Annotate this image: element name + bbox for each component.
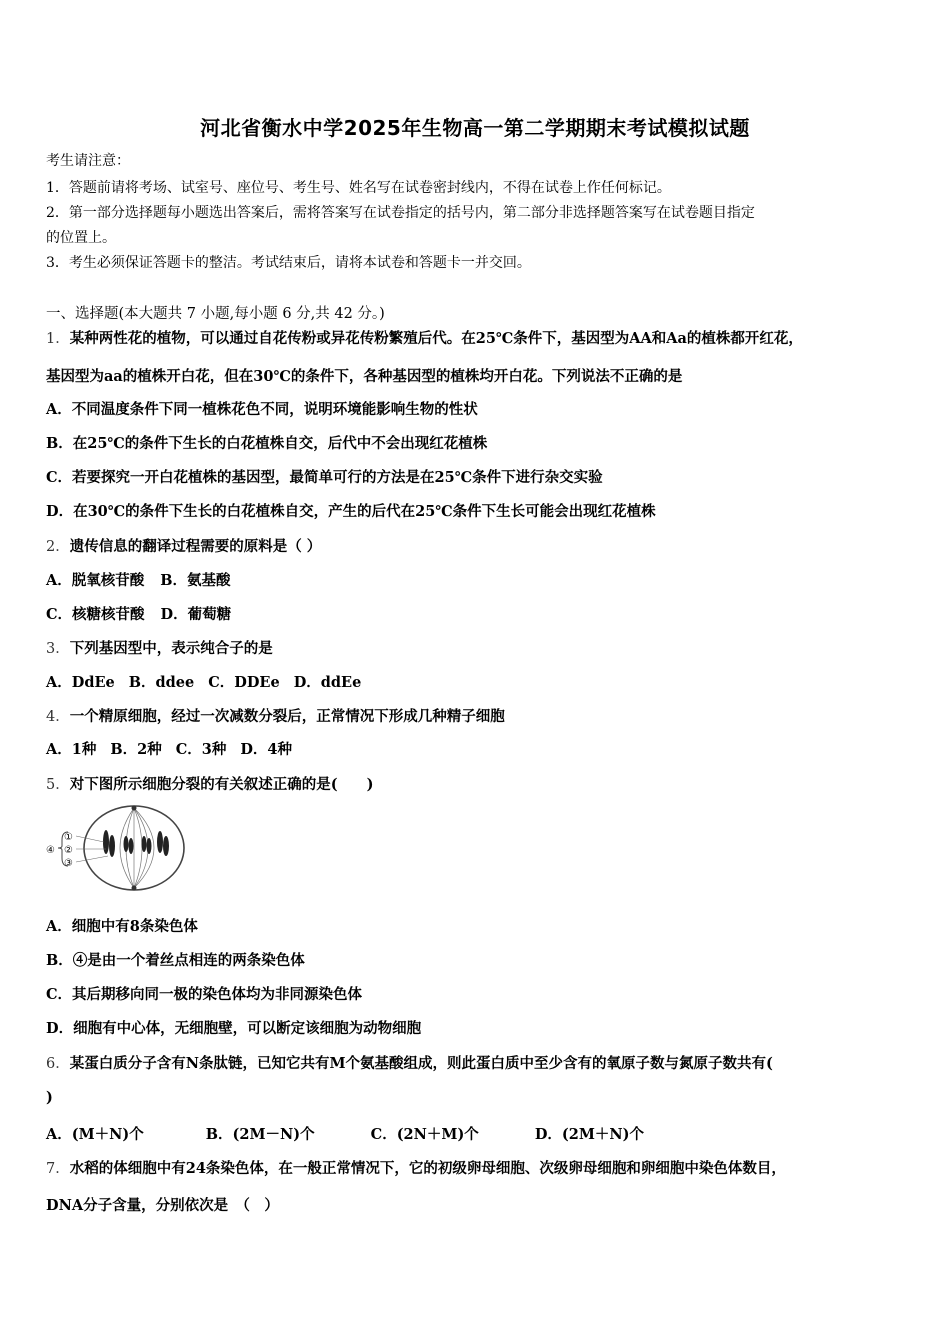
question-stem: 对下图所示细胞分裂的有关叙述正确的是( ) <box>69 776 374 793</box>
question-number: 1． <box>46 331 70 347</box>
q3-options-row <box>46 671 361 692</box>
q2-option-a: A．脱氧核苷酸 <box>46 572 145 589</box>
q5-option-a: A．细胞中有8条染色体 <box>46 918 198 935</box>
notice-item-2-cont: 的位置上。 <box>46 230 116 246</box>
question-4 <box>46 705 505 726</box>
question-number: 2． <box>46 539 70 555</box>
question-3 <box>46 637 273 658</box>
q2-option-b: B．氨基酸 <box>160 572 231 589</box>
q5-option-c: C．其后期移向同一极的染色体均为非同源染色体 <box>46 986 363 1003</box>
question-number: 7． <box>46 1161 70 1177</box>
q1-option-d: D．在30℃的条件下生长的白花植株自交，产生的后代在25℃条件下生长可能会出现红花植株 <box>46 503 656 520</box>
q5-option-d: D．细胞有中心体，无细胞壁，可以断定该细胞为动物细胞 <box>46 1020 422 1037</box>
question-stem: 一个精原细胞，经过一次减数分裂后，正常情况下形成几种精子细胞 <box>69 708 505 725</box>
chromosomes <box>103 830 169 857</box>
question-1-cont: 基因型为aa的植株开白花，但在30℃的条件下，各种基因型的植株均开白花。下列说法不正确的是 <box>46 368 683 385</box>
q1-option-a: A．不同温度条件下同一植株花色不同，说明环境能影响生物的性状 <box>46 401 478 418</box>
notice-item-2: 2．第一部分选择题每小题选出答案后，需将答案写在试卷指定的括号内，第二部分非选择题答案写在试卷题目指定 <box>46 205 755 221</box>
question-7 <box>46 1157 786 1178</box>
label-1: ① <box>64 832 73 843</box>
question-number: 6． <box>46 1056 70 1072</box>
q6-option-d: D．(2M＋N)个 <box>534 1126 645 1143</box>
q1-option-c: C．若要探究一开白花植株的基因型，最简单可行的方法是在25℃条件下进行杂交实验 <box>46 469 603 486</box>
q2-option-d: D．葡萄糖 <box>160 606 232 623</box>
q2-options-row-2 <box>46 603 231 624</box>
section-heading: 一、选择题(本大题共 7 小题,每小题 6 分,共 42 分。) <box>46 306 385 322</box>
q3-option-d: D．ddEe <box>293 674 362 691</box>
q6-option-b: B．(2M－N)个 <box>205 1126 315 1143</box>
q5-option-b: B．④是由一个着丝点相连的两条染色体 <box>46 952 305 969</box>
question-number: 3． <box>46 641 70 657</box>
question-stem: 水稻的体细胞中有24条染色体，在一般正常情况下，它的初级卵母细胞、次级卵母细胞和卵细胞中染色体数目， <box>69 1160 786 1177</box>
q6-options-row <box>46 1123 644 1144</box>
q4-options-row <box>46 738 292 759</box>
q4-option-b: B．2种 <box>110 741 162 758</box>
label-3: ③ <box>64 858 73 869</box>
question-stem: 下列基因型中，表示纯合子的是 <box>69 640 273 657</box>
label-4: ④ <box>46 845 55 856</box>
question-6 <box>46 1052 773 1073</box>
question-6-cont: ) <box>46 1089 53 1106</box>
question-number: 5． <box>46 777 70 793</box>
question-number: 4． <box>46 709 70 725</box>
question-7-cont: DNA分子含量，分别依次是 （ ） <box>46 1197 279 1214</box>
question-stem: 某种两性花的植物，可以通过自花传粉或异花传粉繁殖后代。在25℃条件下，基因型为AA和Aa的植株都开红花， <box>69 330 803 347</box>
label-2: ② <box>64 845 73 856</box>
centriole-bottom <box>132 886 137 891</box>
notice-item-3: 3．考生必须保证答题卡的整洁。考试结束后，请将本试卷和答题卡一并交回。 <box>46 255 531 271</box>
question-1 <box>46 327 803 348</box>
page-title: 河北省衡水中学2025年生物高一第二学期期末考试模拟试题 <box>200 116 750 140</box>
centriole-top <box>132 806 137 811</box>
q4-option-c: C．3种 <box>175 741 227 758</box>
q2-option-c: C．核糖核苷酸 <box>46 606 145 623</box>
q4-option-d: D．4种 <box>240 741 293 758</box>
question-stem: 某蛋白质分子含有N条肽链，已知它共有M个氨基酸组成，则此蛋白质中至少含有的氧原子数与氮原子数共有( <box>69 1055 773 1072</box>
q3-option-c: C．DDEe <box>208 674 280 691</box>
q2-options-row-1 <box>46 569 231 590</box>
question-2 <box>46 535 321 556</box>
q3-option-b: B．ddee <box>128 674 195 691</box>
notice-item-1: 1．答题前请将考场、试室号、座位号、考生号、姓名写在试卷密封线内，不得在试卷上作任何标记。 <box>46 180 671 196</box>
q4-option-a: A．1种 <box>46 741 97 758</box>
question-stem: 遗传信息的翻译过程需要的原料是（ ） <box>69 538 322 555</box>
cell-division-figure <box>46 802 186 894</box>
notice-heading: 考生请注意： <box>46 153 130 169</box>
q3-option-a: A．DdEe <box>46 674 115 691</box>
q6-option-a: A．(M＋N)个 <box>46 1126 144 1143</box>
q6-option-c: C．(2N＋M)个 <box>370 1126 479 1143</box>
q1-option-b: B．在25℃的条件下生长的白花植株自交，后代中不会出现红花植株 <box>46 435 488 452</box>
question-5 <box>46 773 373 794</box>
